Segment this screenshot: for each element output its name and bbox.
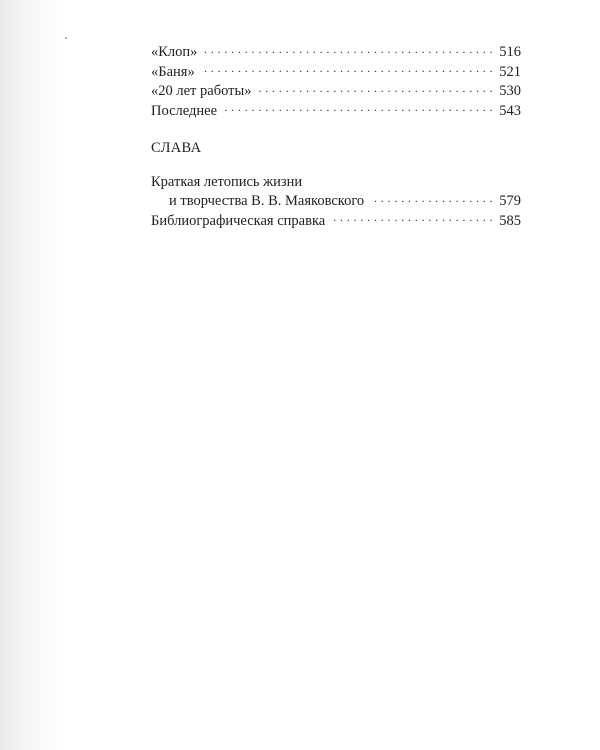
toc-entry-page: 585	[499, 212, 521, 229]
toc-entry-20-let-raboty	[151, 81, 521, 101]
dot-leader	[223, 101, 493, 115]
toc-entry-title: «20 лет работы»	[151, 83, 252, 99]
dot-leader	[257, 81, 493, 95]
table-of-contents	[151, 42, 521, 230]
toc-entry-bibliography	[151, 211, 521, 231]
toc-entry-title: «Клоп»	[151, 44, 198, 60]
toc-entry-page: 516	[499, 44, 521, 60]
toc-entry-title: Библиографическая справка	[151, 212, 326, 229]
dot-leader	[370, 191, 493, 205]
dot-leader	[203, 42, 493, 56]
toc-entry-title: и творчества В. В. Маяковского	[169, 193, 365, 209]
toc-entry-klop	[151, 42, 521, 62]
toc-entry-page: 530	[499, 83, 521, 99]
dot-leader	[331, 211, 493, 225]
toc-entry-title: «Баня»	[151, 63, 195, 80]
page-edge-shadow	[0, 0, 62, 750]
toc-section-heading: СЛАВА	[151, 140, 202, 156]
toc-entry-page: 579	[499, 193, 521, 209]
dot-leader	[201, 62, 493, 76]
scan-speck	[65, 37, 67, 39]
toc-entry-page: 543	[499, 102, 521, 119]
toc-entry-chronicle-line1: Краткая летопись жизни	[151, 173, 303, 190]
toc-entry-poslednee	[151, 101, 521, 121]
toc-entry-banya	[151, 62, 521, 82]
toc-entry-chronicle-line2	[151, 191, 521, 211]
toc-entry-page: 521	[499, 63, 521, 80]
toc-entry-title: Последнее	[151, 102, 218, 119]
